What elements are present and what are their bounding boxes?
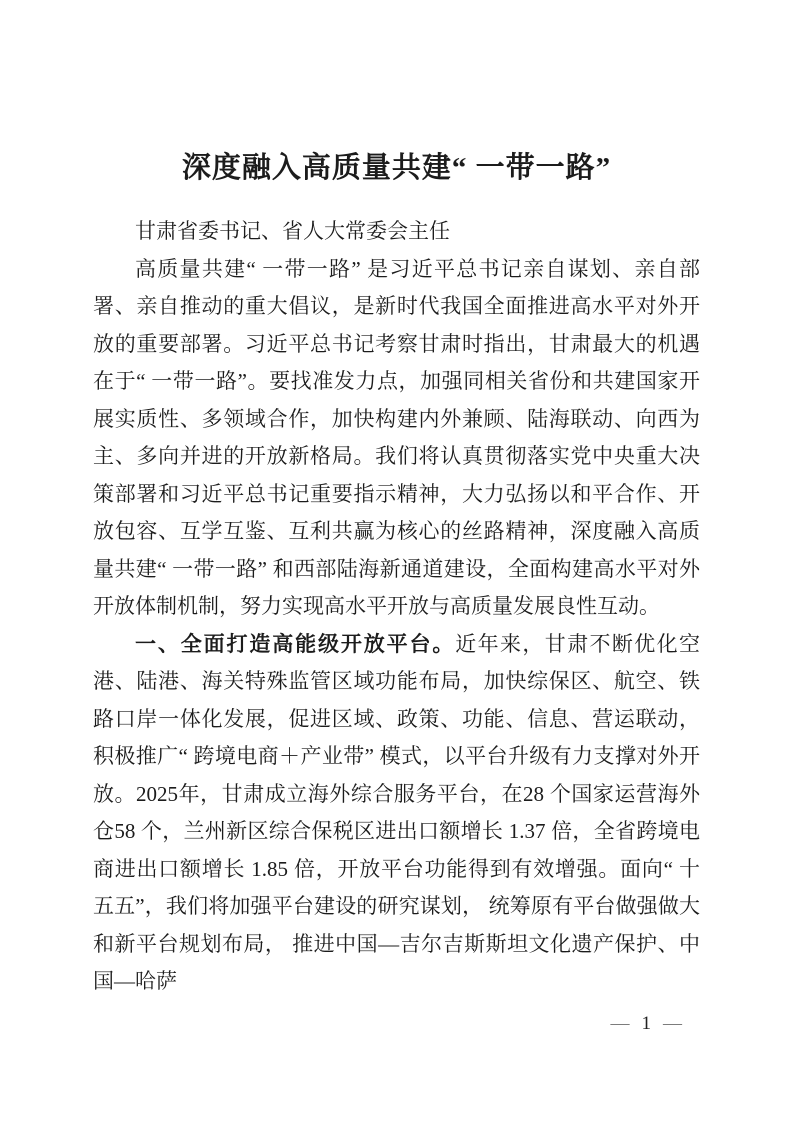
footer-dash-left: — — [610, 1013, 630, 1034]
byline: 甘肃省委书记、省人大常委会主任 — [135, 219, 450, 243]
paragraph-2-text: 近年来，甘肃不断优化空港、陆港、海关特殊监管区域功能布局，加快综保区、航空、铁路口岸一体化发展，促进区域、政策、功能、信息、营运联动，积极推广“ 跨境电商＋产业带” 模式，以平台升级有力支撑对外开放。2025年，甘肃成立海外综合服务平台，在28 个国家运营海外仓58 个，兰州新区综合保税区进出口额增长 1.37 倍，全省跨境电商进出口额增长 1.85 倍，开放平台功能得到有效增强。面向“ 十五五”，我们将加强平台建设的研究谋划， 统筹原有平台做强做大和新平台规划布局， 推进中国—吉尔吉斯斯坦文化遗产保护、中国—哈萨 — [93, 631, 700, 993]
footer-dash-right: — — [663, 1013, 682, 1034]
footer-page-number: 1 — [641, 1013, 651, 1034]
page-number — [611, 1011, 683, 1037]
document-body — [93, 213, 700, 1001]
paragraph-1: 高质量共建“ 一带一路” 是习近平总书记亲自谋划、亲自部署、亲自推动的重大倡议，是新时代我国全面推进高水平对外开放的重要部署。习近平总书记考察甘肃时指出，甘肃最大的机遇在于“ 一带一路”。要找准发力点，加强同相关省份和共建国家开展实质性、多领域合作，加快构建内外兼顾、陆海联动、向西为主、多向并进的开放新格局。我们将认真贯彻落实党中央重大决策部署和习近平总书记重要指示精神，大力弘扬以和平合作、开放包容、互学互鉴、互利共赢为核心的丝路精神，深度融入高质量共建“ 一带一路” 和西部陆海新通道建设，全面构建高水平对外开放体制机制，努力实现高水平开放与高质量发展良性互动。 — [93, 256, 700, 618]
paragraph-2 — [93, 626, 700, 1001]
document-title: 深度融入高质量共建“ 一带一路” — [181, 152, 612, 184]
section-1-heading: 一、全面打造高能级开放平台。 — [135, 632, 456, 656]
